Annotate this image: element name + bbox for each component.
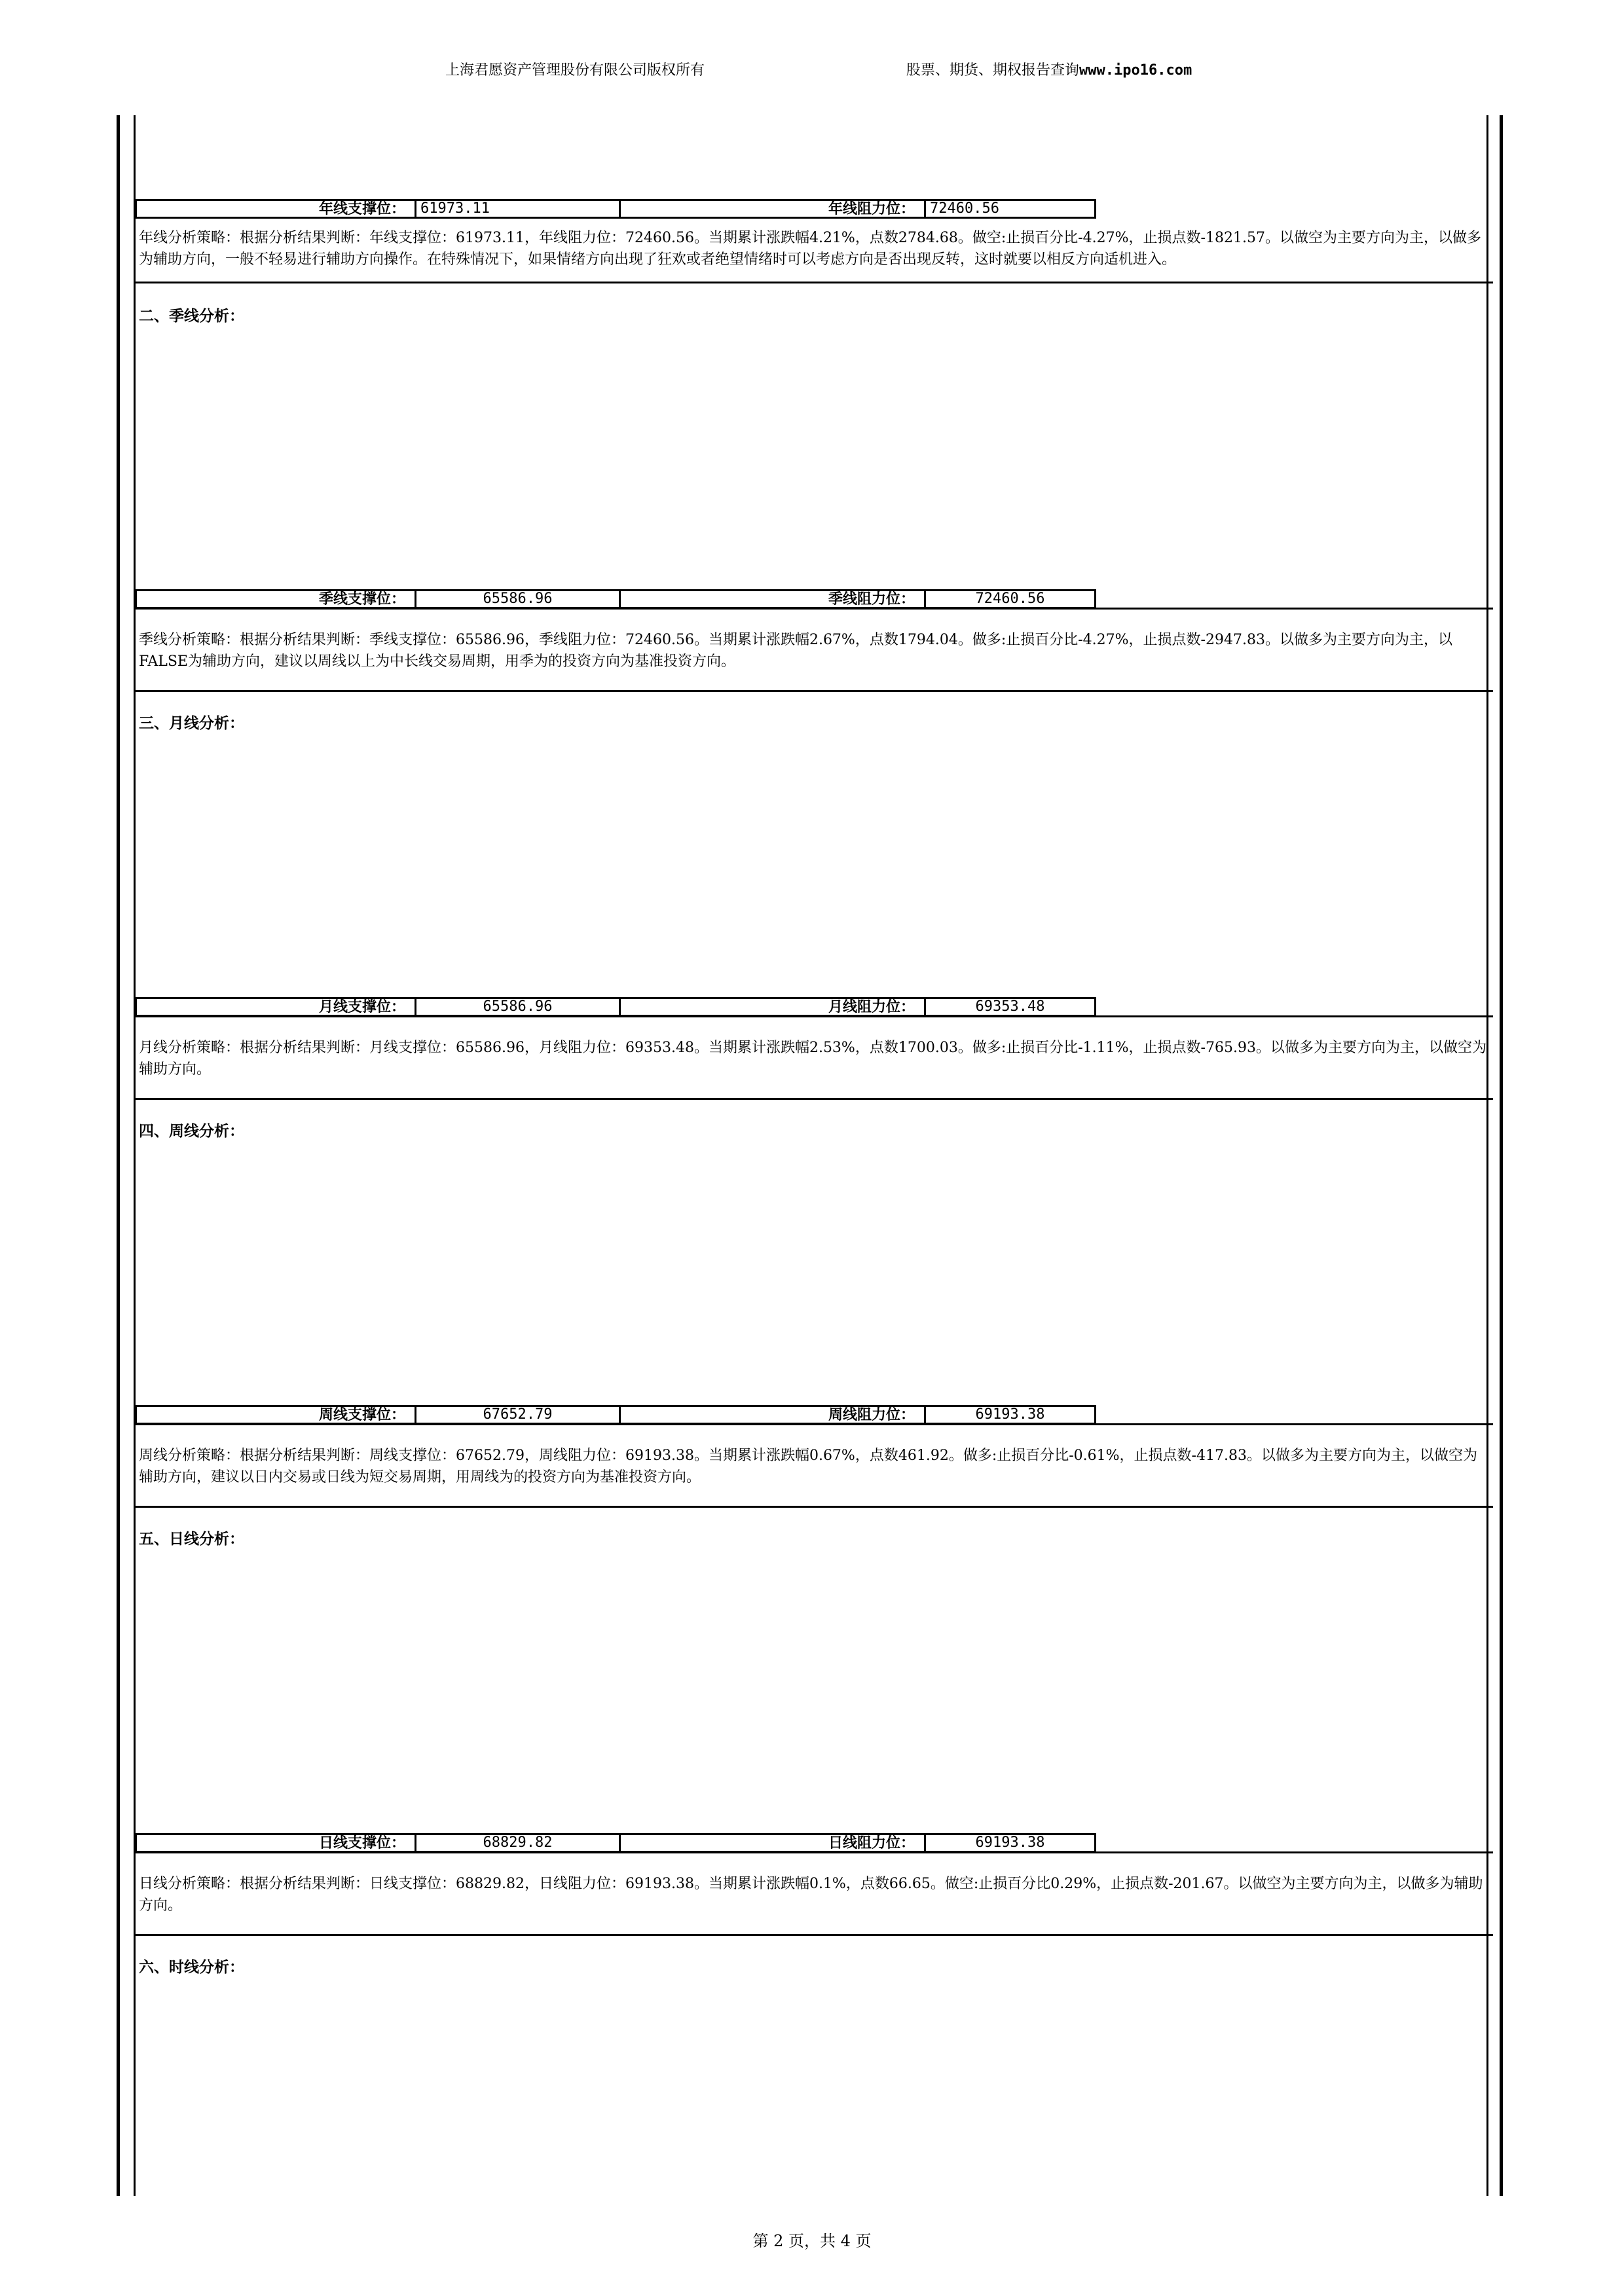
week-support-value: 67652.79 xyxy=(416,1405,621,1425)
week-levels-row xyxy=(135,1405,1096,1425)
day-support-value: 68829.82 xyxy=(416,1833,621,1853)
week-strategy-text: 周线分析策略：根据分析结果判断：周线支撑位：67652.79，周线阻力位：69193.38。当期累计涨跌幅0.67%，点数461.92。做多:止损百分比-0.61%，止损点数-417.83。以做多为主要方向为主，以做空为辅助方向，建议以日内交易或日线为短交易周期，用周线为的投资方向为基准投资方向。 xyxy=(139,1448,1477,1485)
divider xyxy=(135,1934,1493,1936)
divider xyxy=(135,1423,1493,1425)
week-support-label: 周线支撑位： xyxy=(135,1405,416,1425)
month-resist-label: 月线阻力位： xyxy=(621,997,926,1017)
divider xyxy=(135,690,1493,692)
day-section-title: 五、日线分析： xyxy=(139,1530,244,1548)
divider xyxy=(135,608,1493,610)
divider xyxy=(135,1851,1493,1853)
year-strategy-text: 年线分析策略：根据分析结果判断：年线支撑位：61973.11，年线阻力位：72460.56。当期累计涨跌幅4.21%，点数2784.68。做空:止损百分比-4.27%，止损点数-1821.57。以做空为主要方向为主，以做多为辅助方向，一般不轻易进行辅助方向操作。在特殊情况下，如果情绪方向出现了狂欢或者绝望情绪时可以考虑方向是否出现反转，这时就要以相反方向适机进入。 xyxy=(139,230,1481,268)
day-strategy-text: 日线分析策略：根据分析结果判断：日线支撑位：68829.82，日线阻力位：69193.38。当期累计涨跌幅0.1%，点数66.65。做空:止损百分比0.29%，止损点数-201.67。以做空为主要方向为主，以做多为辅助方向。 xyxy=(139,1876,1483,1914)
divider xyxy=(135,1098,1493,1100)
year-resist-label: 年线阻力位： xyxy=(621,199,926,219)
divider xyxy=(135,1506,1493,1508)
day-resist-value: 69193.38 xyxy=(926,1833,1096,1853)
copyright-header: 上海君愿资产管理股份有限公司版权所有 xyxy=(445,62,705,79)
year-support-value: 61973.11 xyxy=(416,199,621,219)
report-query-text: 股票、期货、期权报告查询 xyxy=(906,62,1080,79)
hour-section-title: 六、时线分析： xyxy=(139,1958,244,1976)
frame-left-inner xyxy=(134,115,136,2196)
season-resist-label: 季线阻力位： xyxy=(621,589,926,609)
day-levels-row xyxy=(135,1833,1096,1853)
season-support-label: 季线支撑位： xyxy=(135,589,416,609)
frame-left-outer xyxy=(117,115,120,2196)
month-support-value: 65586.96 xyxy=(416,997,621,1017)
page-number: 第 2 页，共 4 页 xyxy=(752,2232,872,2250)
year-resist-value: 72460.56 xyxy=(926,199,1096,219)
year-support-label: 年线支撑位： xyxy=(135,199,416,219)
report-url-link[interactable]: www.ipo16.com xyxy=(1079,62,1192,79)
month-support-label: 月线支撑位： xyxy=(135,997,416,1017)
week-resist-label: 周线阻力位： xyxy=(621,1405,926,1425)
week-section-title: 四、周线分析： xyxy=(139,1122,244,1140)
day-resist-label: 日线阻力位： xyxy=(621,1833,926,1853)
season-support-value: 65586.96 xyxy=(416,589,621,609)
year-levels-row xyxy=(135,199,1096,219)
report-query-header xyxy=(906,62,1192,80)
season-section-title: 二、季线分析： xyxy=(139,307,244,325)
month-section-title: 三、月线分析： xyxy=(139,714,244,732)
month-resist-value: 69353.48 xyxy=(926,997,1096,1017)
month-strategy-text: 月线分析策略：根据分析结果判断：月线支撑位：65586.96，月线阻力位：69353.48。当期累计涨跌幅2.53%，点数1700.03。做多:止损百分比-1.11%，止损点数-765.93。以做多为主要方向为主，以做空为辅助方向。 xyxy=(139,1040,1486,1078)
frame-right-outer xyxy=(1500,115,1503,2196)
season-levels-row xyxy=(135,589,1096,609)
season-strategy-text: 季线分析策略：根据分析结果判断：季线支撑位：65586.96，季线阻力位：72460.56。当期累计涨跌幅2.67%，点数1794.04。做多:止损百分比-4.27%，止损点数-2947.83。以做多为主要方向为主，以FALSE为辅助方向，建议以周线以上为中长线交易周期，用季为的投资方向为基准投资方向。 xyxy=(139,632,1452,670)
month-levels-row xyxy=(135,997,1096,1017)
divider xyxy=(135,282,1493,283)
divider xyxy=(135,1015,1493,1017)
week-resist-value: 69193.38 xyxy=(926,1405,1096,1425)
day-support-label: 日线支撑位： xyxy=(135,1833,416,1853)
season-resist-value: 72460.56 xyxy=(926,589,1096,609)
